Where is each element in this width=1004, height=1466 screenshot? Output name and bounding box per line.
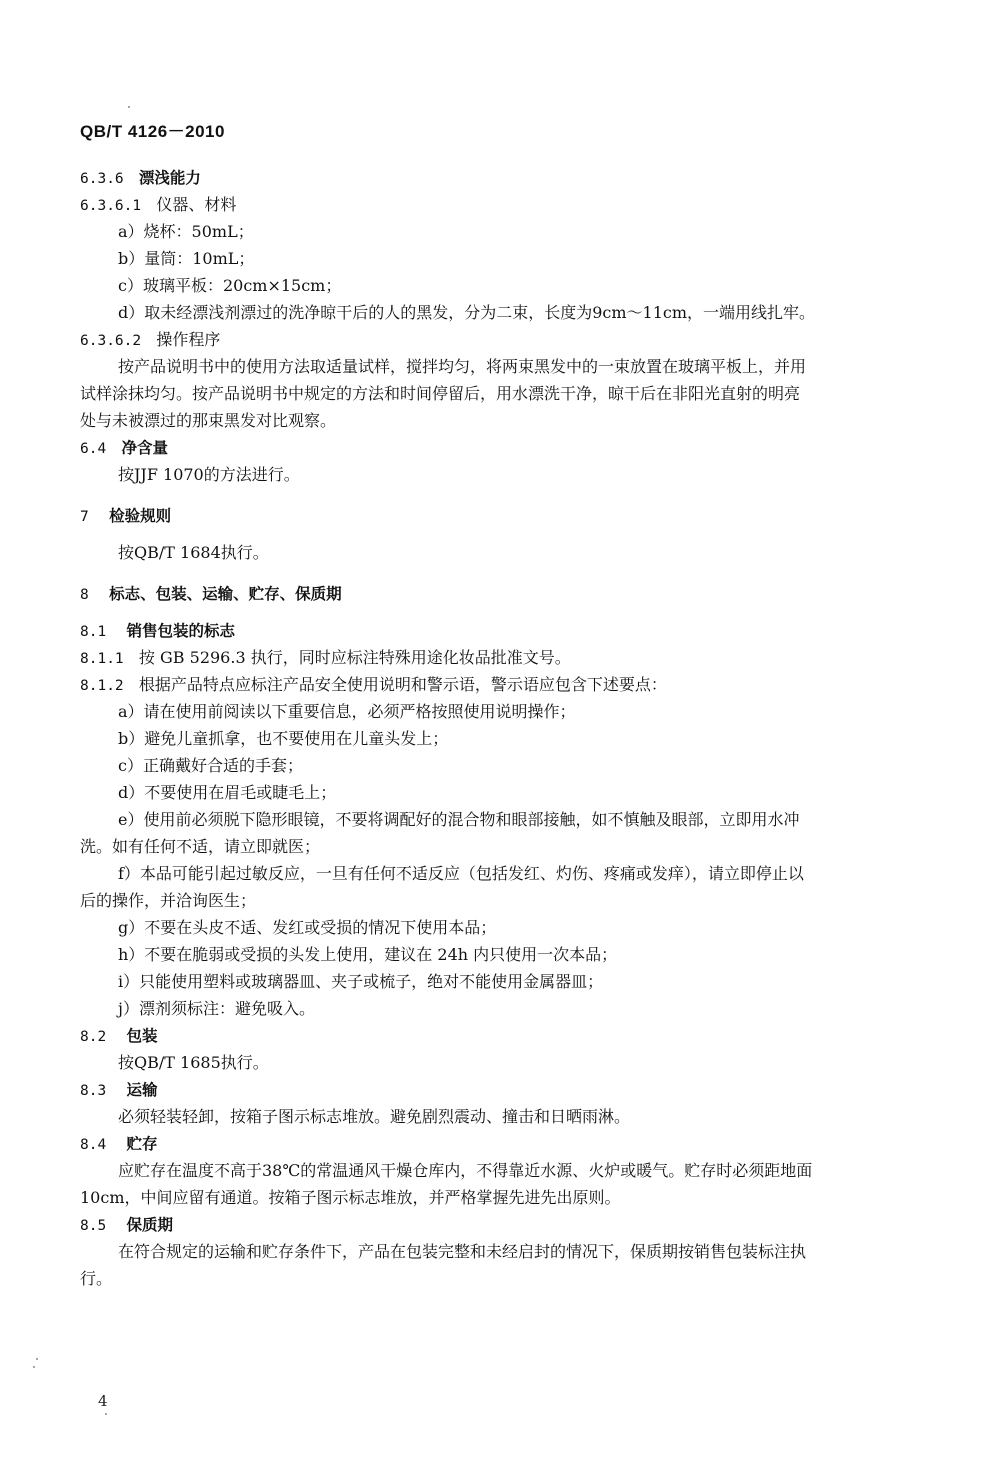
list-item-continuation: 后的操作，并洽询医生；: [80, 891, 257, 910]
list-item: e）使用前必须脱下隐形眼镜，不要将调配好的混合物和眼部接触，如不慎触及眼部，立即用水冲: [118, 810, 800, 829]
section-number: 6.3.6.2: [80, 333, 142, 349]
section-number: 8.2: [80, 1029, 107, 1045]
paragraph-line: 处与未被漂过的那束黑发对比观察。: [80, 411, 337, 430]
paragraph-line: 按产品说明书中的使用方法取适量试样，搅拌均匀，将两束黑发中的一束放置在玻璃平板上，并用: [118, 357, 807, 376]
document-body: [80, 164, 940, 1292]
section-title: 操作程序: [156, 330, 221, 349]
section-heading-8-2: [80, 1022, 940, 1049]
list-item-continuation: 洗。如有任何不适，请立即就医；: [80, 837, 321, 856]
page-number: 4: [98, 1392, 108, 1410]
section-heading-8-4: [80, 1130, 940, 1157]
section-title: 净含量: [121, 439, 168, 457]
section-number: 7: [80, 509, 89, 525]
list-item: f）本品可能引起过敏反应，一旦有任何不适反应（包括发红、灼伤、疼痛或发痒），请立即停止以: [118, 864, 804, 883]
clause-text: 根据产品特点应标注产品安全使用说明和警示语，警示语应包含下述要点：: [138, 675, 667, 694]
clause-8-1-1: [80, 644, 940, 671]
section-heading-8-5: [80, 1211, 940, 1238]
section-number: 8.1.2: [80, 678, 124, 694]
list-item: j）漂剂须标注：避免吸入。: [118, 999, 315, 1018]
section-heading-8-1: [80, 617, 940, 644]
paragraph-line: 在符合规定的运输和贮存条件下，产品在包装完整和未经启封的情况下，保质期按销售包装标注执: [118, 1242, 807, 1261]
paragraph-line: 10cm，中间应留有通道。按箱子图示标志堆放，并严格掌握先进先出原则。: [80, 1188, 621, 1207]
section-number: 6.4: [80, 441, 107, 457]
section-number: 8.1.1: [80, 651, 124, 667]
clause-8-1-2: [80, 671, 940, 698]
list-item: d）不要使用在眉毛或睫毛上；: [118, 783, 337, 802]
paragraph-line: 按JJF 1070的方法进行。: [118, 465, 300, 484]
paragraph-line: 试样涂抹均匀。按产品说明书中规定的方法和时间停留后，用水漂洗干净，晾干后在非阳光直射的明亮: [80, 384, 801, 403]
section-heading-8-3: [80, 1076, 940, 1103]
section-title: 保质期: [126, 1216, 174, 1234]
standard-number: QB/T 4126－2010: [80, 122, 225, 141]
list-item: c）玻璃平板：20cm×15cm；: [118, 276, 342, 295]
section-heading-8: [80, 580, 940, 607]
list-item: i）只能使用塑料或玻璃器皿、夹子或梳子，绝对不能使用金属器皿；: [118, 972, 604, 991]
section-heading-7: [80, 502, 940, 529]
paragraph-line: 应贮存在温度不高于38℃的常温通风干燥仓库内，不得靠近水源、火炉或暖气。贮存时必须距地面: [118, 1161, 813, 1180]
section-number: 8.3: [80, 1083, 107, 1099]
list-item: a）烧杯：50mL；: [118, 222, 254, 241]
section-title: 运输: [126, 1081, 158, 1099]
list-item: c）正确戴好合适的手套；: [118, 756, 303, 775]
section-heading-6-3-6-2: [80, 326, 940, 353]
list-item: g）不要在头皮不适、发红或受损的情况下使用本品；: [118, 918, 497, 937]
section-title: 仪器、材料: [156, 195, 237, 214]
paragraph-line: 按QB/T 1685执行。: [118, 1053, 269, 1072]
paragraph-line: 行。: [80, 1269, 113, 1288]
section-title: 漂浅能力: [138, 169, 201, 187]
section-number: 8.5: [80, 1218, 107, 1234]
section-title: 包装: [126, 1027, 158, 1045]
section-title: 检验规则: [109, 507, 172, 525]
list-item: d）取未经漂浅剂漂过的洗净晾干后的人的黑发，分为二束，长度为9cm～11cm，一端用线扎牢。: [118, 303, 816, 322]
paragraph-line: 按QB/T 1684执行。: [118, 543, 269, 562]
section-heading-6-3-6-1: [80, 191, 940, 218]
section-number: 8: [80, 587, 89, 603]
section-title: 销售包装的标志: [126, 622, 236, 640]
list-item: b）量筒：10mL；: [118, 249, 255, 268]
paragraph-line: 必须轻装轻卸，按箱子图示标志堆放。避免剧烈震动、撞击和日晒雨淋。: [118, 1107, 631, 1126]
section-number: 6.3.6: [80, 171, 124, 187]
section-heading-6-4: [80, 434, 940, 461]
section-number: 8.4: [80, 1137, 107, 1153]
section-title: 贮存: [126, 1135, 158, 1153]
section-heading-6-3-6: [80, 164, 940, 191]
list-item: a）请在使用前阅读以下重要信息，必须严格按照使用说明操作；: [118, 702, 576, 721]
section-title: 标志、包装、运输、贮存、保质期: [109, 585, 342, 603]
list-item: b）避免儿童抓拿，也不要使用在儿童头发上；: [118, 729, 449, 748]
clause-text: 按 GB 5296.3 执行，同时应标注特殊用途化妆品批准文号。: [138, 648, 571, 667]
section-number: 8.1: [80, 624, 107, 640]
list-item: h）不要在脆弱或受损的头发上使用，建议在 24h 内只使用一次本品；: [118, 945, 618, 964]
section-number: 6.3.6.1: [80, 198, 142, 214]
